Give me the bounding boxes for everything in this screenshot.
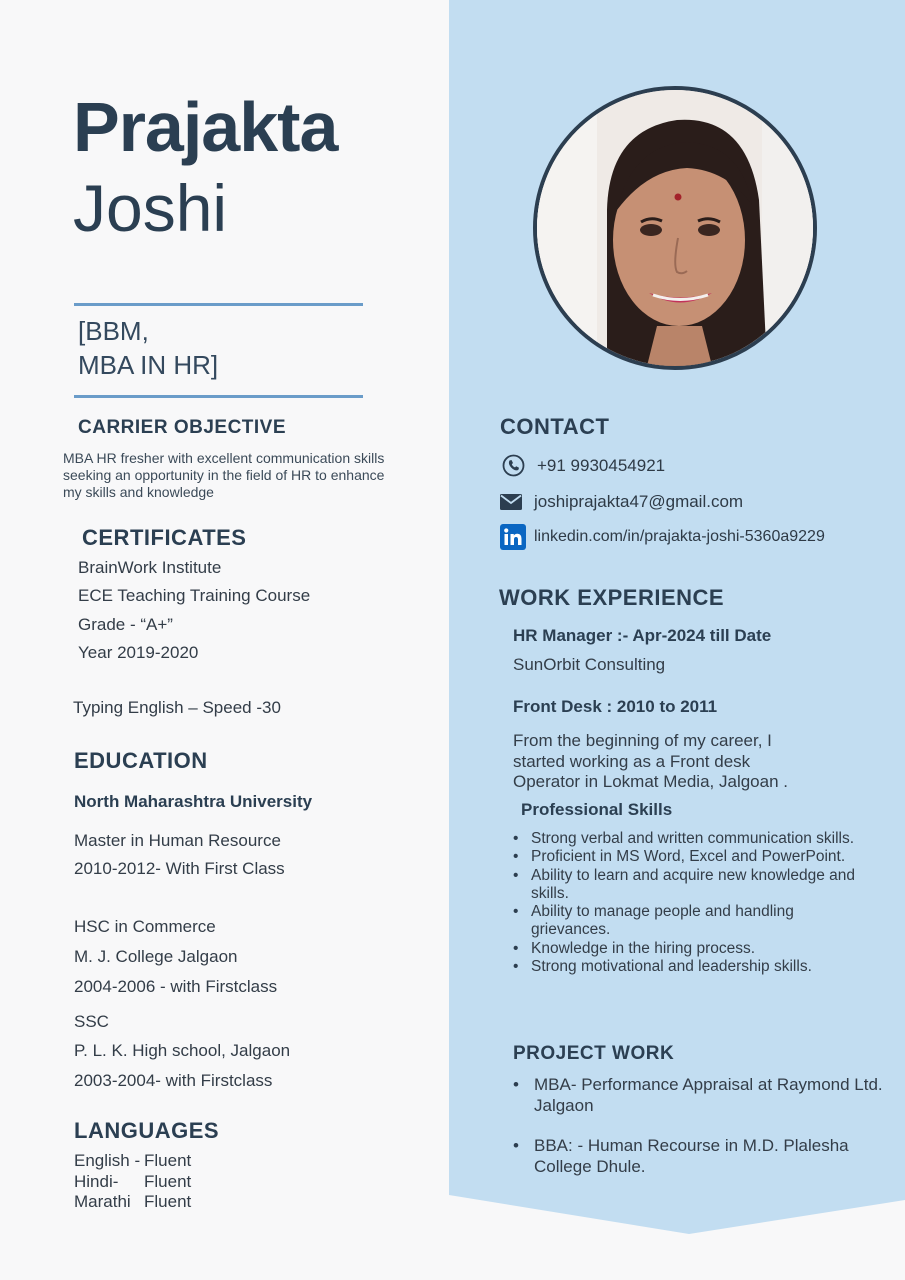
typing-speed: Typing English – Speed -30 — [73, 698, 281, 717]
language-level: Fluent — [144, 1192, 192, 1211]
job2-title: Front Desk : 2010 to 2011 — [513, 697, 718, 716]
language-name: Marathi — [74, 1192, 131, 1211]
certificate-item: ECE Teaching Training Course — [78, 586, 311, 605]
languages-list — [74, 1151, 191, 1213]
job1-title: HR Manager :- Apr-2024 till Date — [513, 626, 772, 645]
projects-list — [513, 1074, 885, 1177]
education-item: 2004-2006 - with Firstclass — [74, 977, 278, 996]
work-heading: WORK EXPERIENCE — [499, 585, 725, 610]
skill-item: • Ability to learn and acquire new knowledge and skills. — [513, 867, 858, 904]
job2-desc-line: started working as a Front desk — [513, 751, 751, 771]
degree-line-2: MBA IN HR] — [78, 350, 219, 380]
education-item: P. L. K. High school, Jalgaon — [74, 1041, 291, 1060]
project-item: • MBA- Performance Appraisal at Raymond Ltd. Jalgaon — [513, 1074, 885, 1116]
university-name: North Maharashtra University — [74, 792, 313, 811]
language-name: English - — [74, 1151, 141, 1170]
projects-heading: PROJECT WORK — [513, 1043, 675, 1064]
objective-line: MBA HR fresher with excellent communication skills — [63, 450, 385, 466]
certificate-item: Grade - “A+” — [78, 615, 173, 634]
language-level: Fluent — [144, 1171, 192, 1191]
education-item: Master in Human Resource — [74, 831, 281, 850]
profile-photo — [533, 86, 817, 370]
degree-line-1: [BBM, — [78, 316, 149, 346]
education-item: SSC — [74, 1012, 109, 1031]
skill-item: • Strong verbal and written communication skills. — [513, 830, 858, 848]
language-row — [74, 1151, 191, 1172]
objective-text — [63, 450, 433, 501]
language-level: Fluent — [144, 1151, 192, 1170]
skill-item: • Ability to manage people and handling grievances. — [513, 903, 858, 940]
education-item: 2010-2012- With First Class — [74, 859, 285, 878]
skill-item: • Strong motivational and leadership skills. — [513, 958, 858, 976]
objective-heading: CARRIER OBJECTIVE — [78, 417, 287, 438]
email-address[interactable]: joshiprajakta47@gmail.com — [534, 492, 744, 511]
skill-item: • Proficient in MS Word, Excel and PowerPoint. — [513, 848, 858, 866]
contact-heading: CONTACT — [500, 414, 610, 439]
phone-number[interactable]: +91 9930454921 — [537, 456, 666, 475]
education-item: 2003-2004- with Firstclass — [74, 1071, 273, 1090]
languages-heading: LANGUAGES — [74, 1118, 220, 1143]
education-item: HSC in Commerce — [74, 917, 216, 936]
skills-list — [513, 830, 858, 976]
skills-heading: Professional Skills — [521, 800, 673, 819]
linkedin-icon — [500, 524, 526, 550]
job2-desc-line: Operator in Lokmat Media, Jalgoan . — [513, 772, 788, 791]
first-name: Prajakta — [73, 88, 338, 166]
linkedin-url[interactable]: linkedin.com/in/prajakta-joshi-5360a9229 — [534, 528, 825, 545]
divider-top — [74, 303, 363, 306]
skill-item: • Knowledge in the hiring process. — [513, 940, 858, 958]
objective-line: seeking an opportunity in the field of HR to enhance — [63, 467, 385, 483]
language-name: Hindi- — [74, 1171, 119, 1191]
last-name: Joshi — [73, 171, 228, 245]
language-row — [74, 1172, 191, 1193]
certificate-item: Year 2019-2020 — [78, 643, 199, 662]
job2-desc-line: From the beginning of my career, I — [513, 731, 772, 750]
education-heading: EDUCATION — [74, 748, 208, 773]
divider-bottom — [74, 395, 363, 398]
language-row — [74, 1192, 191, 1213]
education-item: M. J. College Jalgaon — [74, 947, 238, 966]
certificate-item: BrainWork Institute — [78, 558, 222, 577]
certificates-heading: CERTIFICATES — [82, 525, 247, 550]
email-icon — [500, 494, 522, 510]
objective-line: my skills and knowledge — [63, 484, 214, 500]
job1-company: SunOrbit Consulting — [513, 655, 666, 674]
phone-icon — [502, 454, 525, 477]
job2-description — [513, 731, 788, 793]
project-item: • BBA: - Human Recourse in M.D. Plalesha College Dhule. — [513, 1135, 885, 1177]
